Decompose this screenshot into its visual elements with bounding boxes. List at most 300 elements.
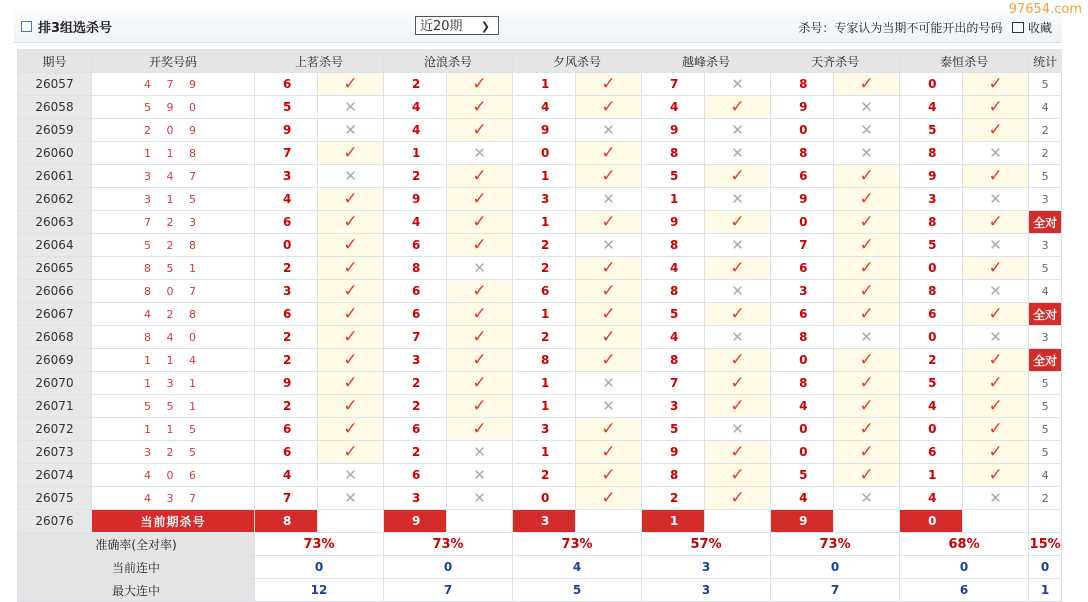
kill-number-cell: 8 — [900, 211, 963, 234]
check-icon — [576, 165, 642, 188]
check-mark: ✓ — [601, 487, 616, 508]
period-cell: 26074 — [18, 464, 92, 487]
summary-value: 7 — [384, 579, 513, 602]
square-icon — [21, 21, 32, 32]
check-icon — [318, 188, 384, 211]
period-cell: 26075 — [18, 487, 92, 510]
kill-number-cell: 1 — [642, 188, 705, 211]
kill-number-cell: 6 — [771, 165, 834, 188]
kill-number-cell: 0 — [771, 211, 834, 234]
note-text: 杀号：专家认为当期不可能开出的号码 — [798, 21, 1003, 35]
summary-value: 68% — [900, 533, 1029, 556]
kill-number-table — [17, 49, 1062, 602]
kill-number-cell: 2 — [900, 349, 963, 372]
table-row — [18, 211, 1062, 234]
check-mark: ✓ — [601, 349, 616, 370]
kill-number-cell: 3 — [771, 280, 834, 303]
kill-number-cell: 6 — [384, 464, 447, 487]
draw-number-cell: 8 0 7 — [92, 280, 255, 303]
check-mark: ✓ — [601, 303, 616, 324]
table-row — [18, 303, 1062, 326]
cross-mark: ✕ — [473, 488, 486, 507]
kill-number-cell: 0 — [771, 119, 834, 142]
check-icon — [576, 326, 642, 349]
summary-value: 0 — [771, 556, 900, 579]
check-mark: ✓ — [472, 280, 487, 301]
kill-number-cell: 0 — [771, 441, 834, 464]
current-kill-number: 8 — [255, 510, 318, 533]
check-icon — [834, 73, 900, 96]
cross-icon — [705, 326, 771, 349]
check-icon — [576, 487, 642, 510]
check-mark: ✓ — [343, 372, 358, 393]
empty-cell — [705, 510, 771, 533]
stat-cell: 5 — [1029, 418, 1062, 441]
cross-icon — [834, 119, 900, 142]
cross-mark: ✕ — [860, 97, 873, 116]
kill-number-cell: 4 — [900, 487, 963, 510]
check-icon — [834, 280, 900, 303]
cross-mark: ✕ — [602, 235, 615, 254]
cross-icon — [963, 188, 1029, 211]
cross-icon — [834, 326, 900, 349]
check-icon — [834, 395, 900, 418]
check-icon — [834, 464, 900, 487]
kill-number-cell: 4 — [900, 96, 963, 119]
cross-icon — [576, 395, 642, 418]
check-mark: ✓ — [601, 211, 616, 232]
check-mark: ✓ — [343, 441, 358, 462]
kill-number-cell: 1 — [513, 303, 576, 326]
kill-number-cell: 2 — [513, 234, 576, 257]
save-icon[interactable] — [1012, 22, 1024, 33]
kill-number-cell: 0 — [771, 349, 834, 372]
current-kill-number: 3 — [513, 510, 576, 533]
check-icon — [576, 464, 642, 487]
check-mark: ✓ — [859, 280, 874, 301]
kill-number-cell: 4 — [642, 96, 705, 119]
kill-number-cell: 5 — [642, 303, 705, 326]
check-mark: ✓ — [859, 418, 874, 439]
check-mark: ✓ — [601, 73, 616, 94]
cross-icon — [318, 464, 384, 487]
check-icon — [963, 395, 1029, 418]
table-header-row — [18, 50, 1062, 73]
cross-icon — [834, 487, 900, 510]
check-icon — [963, 73, 1029, 96]
empty-cell — [447, 510, 513, 533]
cross-mark: ✕ — [860, 120, 873, 139]
check-icon — [447, 303, 513, 326]
check-mark: ✓ — [859, 188, 874, 209]
period-cell: 26070 — [18, 372, 92, 395]
kill-number-cell: 1 — [513, 73, 576, 96]
summary-value: 3 — [642, 556, 771, 579]
period-cell: 26069 — [18, 349, 92, 372]
check-icon — [447, 349, 513, 372]
kill-number-cell: 6 — [255, 211, 318, 234]
kill-number-cell: 0 — [900, 257, 963, 280]
cross-icon — [318, 165, 384, 188]
check-mark: ✓ — [859, 234, 874, 255]
page-title: 排3组选杀号 — [38, 21, 113, 36]
summary-value: 0 — [384, 556, 513, 579]
kill-number-cell: 7 — [771, 234, 834, 257]
kill-number-cell: 9 — [513, 119, 576, 142]
cross-icon — [834, 142, 900, 165]
check-icon — [963, 165, 1029, 188]
check-icon — [705, 441, 771, 464]
draw-number-cell: 1 3 1 — [92, 372, 255, 395]
check-mark: ✓ — [343, 349, 358, 370]
kill-number-cell: 8 — [513, 349, 576, 372]
cross-mark: ✕ — [989, 327, 1002, 346]
check-icon — [576, 303, 642, 326]
stat-cell: 4 — [1029, 96, 1062, 119]
cross-mark: ✕ — [989, 189, 1002, 208]
cross-icon — [447, 487, 513, 510]
check-mark: ✓ — [988, 441, 1003, 462]
kill-number-cell: 3 — [384, 349, 447, 372]
table-row — [18, 165, 1062, 188]
cross-icon — [576, 234, 642, 257]
check-mark: ✓ — [730, 303, 745, 324]
period-cell: 26060 — [18, 142, 92, 165]
kill-number-cell: 9 — [771, 188, 834, 211]
kill-number-cell: 5 — [900, 234, 963, 257]
cross-icon — [318, 119, 384, 142]
check-icon — [318, 234, 384, 257]
check-mark: ✓ — [730, 395, 745, 416]
check-icon — [447, 73, 513, 96]
period-select[interactable] — [415, 16, 499, 35]
check-mark: ✓ — [988, 395, 1003, 416]
stat-cell: 2 — [1029, 119, 1062, 142]
cross-mark: ✕ — [731, 74, 744, 93]
kill-number-cell: 7 — [255, 487, 318, 510]
check-mark: ✓ — [472, 326, 487, 347]
cross-icon — [705, 234, 771, 257]
summary-value: 73% — [384, 533, 513, 556]
table-row — [18, 464, 1062, 487]
check-mark: ✓ — [343, 234, 358, 255]
current-streak-row — [18, 556, 1062, 579]
check-mark: ✓ — [472, 395, 487, 416]
check-mark: ✓ — [343, 303, 358, 324]
stat-cell: 5 — [1029, 441, 1062, 464]
cross-icon — [963, 326, 1029, 349]
period-cell: 26057 — [18, 73, 92, 96]
cross-mark: ✕ — [602, 120, 615, 139]
empty-cell — [1029, 510, 1062, 533]
check-icon — [705, 96, 771, 119]
kill-number-cell: 0 — [900, 326, 963, 349]
check-icon — [447, 280, 513, 303]
table-row — [18, 188, 1062, 211]
kill-number-cell: 5 — [642, 165, 705, 188]
summary-value: 73% — [513, 533, 642, 556]
cross-mark: ✕ — [731, 419, 744, 438]
cross-icon — [447, 464, 513, 487]
period-select-value: 近20期 — [420, 19, 463, 34]
kill-number-cell: 6 — [384, 303, 447, 326]
kill-number-cell: 9 — [384, 188, 447, 211]
cross-icon — [576, 372, 642, 395]
check-mark: ✓ — [472, 211, 487, 232]
kill-number-cell: 9 — [642, 211, 705, 234]
stat-cell: 3 — [1029, 188, 1062, 211]
check-mark: ✓ — [601, 464, 616, 485]
cross-icon — [447, 441, 513, 464]
check-icon — [963, 211, 1029, 234]
check-icon — [318, 395, 384, 418]
check-mark: ✓ — [343, 280, 358, 301]
check-mark: ✓ — [601, 418, 616, 439]
draw-number-cell: 4 0 6 — [92, 464, 255, 487]
check-mark: ✓ — [343, 188, 358, 209]
kill-number-cell: 4 — [642, 326, 705, 349]
summary-value: 7 — [771, 579, 900, 602]
draw-number-cell: 1 1 5 — [92, 418, 255, 441]
kill-number-cell: 7 — [642, 372, 705, 395]
kill-number-cell: 8 — [642, 349, 705, 372]
kill-number-cell: 9 — [900, 165, 963, 188]
kill-number-cell: 2 — [255, 395, 318, 418]
cross-mark: ✕ — [473, 442, 486, 461]
kill-number-cell: 3 — [900, 188, 963, 211]
max-streak-row — [18, 579, 1062, 602]
cross-mark: ✕ — [602, 373, 615, 392]
check-mark: ✓ — [988, 165, 1003, 186]
kill-number-cell: 0 — [900, 73, 963, 96]
kill-number-cell: 4 — [900, 395, 963, 418]
check-mark: ✓ — [601, 142, 616, 163]
check-mark: ✓ — [730, 464, 745, 485]
current-kill-number: 1 — [642, 510, 705, 533]
period-cell: 26064 — [18, 234, 92, 257]
check-mark: ✓ — [472, 96, 487, 117]
period-cell: 26076 — [18, 510, 92, 533]
period-cell: 26063 — [18, 211, 92, 234]
summary-value: 6 — [900, 579, 1029, 602]
check-mark: ✓ — [601, 326, 616, 347]
kill-number-cell: 4 — [255, 464, 318, 487]
check-icon — [447, 165, 513, 188]
check-icon — [576, 418, 642, 441]
cross-icon — [705, 188, 771, 211]
check-icon — [834, 418, 900, 441]
kill-number-cell: 9 — [642, 119, 705, 142]
draw-number-cell: 8 4 0 — [92, 326, 255, 349]
check-icon — [963, 441, 1029, 464]
cross-icon — [705, 418, 771, 441]
kill-number-cell: 6 — [513, 280, 576, 303]
check-icon — [705, 211, 771, 234]
check-icon — [834, 234, 900, 257]
check-mark: ✓ — [343, 418, 358, 439]
stat-cell: 5 — [1029, 257, 1062, 280]
check-icon — [447, 372, 513, 395]
empty-cell — [834, 510, 900, 533]
kill-number-cell: 1 — [384, 142, 447, 165]
empty-cell — [576, 510, 642, 533]
kill-number-cell: 7 — [255, 142, 318, 165]
summary-value: 3 — [642, 579, 771, 602]
draw-number-cell: 5 2 8 — [92, 234, 255, 257]
check-icon — [318, 280, 384, 303]
header-expert: 沧浪杀号 — [384, 50, 513, 73]
check-mark: ✓ — [988, 211, 1003, 232]
kill-number-cell: 8 — [771, 73, 834, 96]
check-mark: ✓ — [859, 372, 874, 393]
check-mark: ✓ — [730, 349, 745, 370]
kill-number-cell: 2 — [513, 257, 576, 280]
check-icon — [447, 211, 513, 234]
kill-number-cell: 3 — [384, 487, 447, 510]
check-icon — [318, 73, 384, 96]
summary-value: 4 — [513, 556, 642, 579]
table-row — [18, 119, 1062, 142]
check-icon — [705, 349, 771, 372]
kill-number-cell: 0 — [513, 487, 576, 510]
check-mark: ✓ — [730, 165, 745, 186]
check-icon — [576, 441, 642, 464]
summary-value: 5 — [513, 579, 642, 602]
kill-number-cell: 9 — [255, 372, 318, 395]
kill-number-cell: 8 — [642, 464, 705, 487]
check-mark: ✓ — [601, 257, 616, 278]
check-icon — [705, 487, 771, 510]
stat-cell: 全对 — [1029, 349, 1062, 372]
check-icon — [834, 188, 900, 211]
check-icon — [447, 119, 513, 142]
table-row — [18, 280, 1062, 303]
kill-number-cell: 2 — [384, 395, 447, 418]
kill-number-cell: 6 — [255, 418, 318, 441]
period-cell: 26071 — [18, 395, 92, 418]
check-icon — [834, 211, 900, 234]
table-row — [18, 487, 1062, 510]
check-icon — [576, 349, 642, 372]
summary-total: 15% — [1029, 533, 1062, 556]
stat-cell: 3 — [1029, 234, 1062, 257]
kill-number-cell: 2 — [384, 372, 447, 395]
check-icon — [705, 303, 771, 326]
kill-number-cell: 6 — [900, 441, 963, 464]
kill-number-cell: 6 — [771, 257, 834, 280]
stat-cell: 5 — [1029, 165, 1062, 188]
period-cell: 26066 — [18, 280, 92, 303]
kill-number-cell: 8 — [642, 142, 705, 165]
draw-number-cell: 4 7 9 — [92, 73, 255, 96]
cross-icon — [963, 234, 1029, 257]
current-period-row — [18, 510, 1062, 533]
cross-mark: ✕ — [860, 488, 873, 507]
check-mark: ✓ — [859, 257, 874, 278]
stat-cell: 5 — [1029, 73, 1062, 96]
kill-number-cell: 9 — [771, 96, 834, 119]
stat-cell: 3 — [1029, 326, 1062, 349]
check-icon — [318, 257, 384, 280]
check-icon — [705, 464, 771, 487]
check-icon — [318, 142, 384, 165]
check-icon — [576, 142, 642, 165]
kill-number-cell: 8 — [771, 326, 834, 349]
cross-mark: ✕ — [989, 488, 1002, 507]
empty-cell — [318, 510, 384, 533]
check-mark: ✓ — [988, 73, 1003, 94]
current-kill-label: 当前期杀号 — [92, 510, 255, 533]
period-cell: 26059 — [18, 119, 92, 142]
kill-number-cell: 6 — [384, 280, 447, 303]
kill-number-cell: 4 — [384, 211, 447, 234]
check-mark: ✓ — [988, 372, 1003, 393]
check-icon — [318, 303, 384, 326]
kill-number-cell: 1 — [513, 441, 576, 464]
check-mark: ✓ — [988, 119, 1003, 140]
cross-mark: ✕ — [731, 120, 744, 139]
draw-number-cell: 3 4 7 — [92, 165, 255, 188]
check-icon — [705, 395, 771, 418]
check-mark: ✓ — [859, 211, 874, 232]
kill-number-cell: 2 — [513, 464, 576, 487]
check-icon — [834, 165, 900, 188]
check-mark: ✓ — [859, 395, 874, 416]
check-mark: ✓ — [988, 349, 1003, 370]
cross-mark: ✕ — [731, 327, 744, 346]
title-bar — [14, 10, 1062, 43]
favorite-link[interactable]: 收藏 — [1027, 21, 1052, 35]
draw-number-cell: 1 1 4 — [92, 349, 255, 372]
stat-cell: 5 — [1029, 395, 1062, 418]
header-draw: 开奖号码 — [92, 50, 255, 73]
kill-number-cell: 4 — [384, 119, 447, 142]
check-mark: ✓ — [343, 395, 358, 416]
draw-number-cell: 5 5 1 — [92, 395, 255, 418]
draw-number-cell: 5 9 0 — [92, 96, 255, 119]
draw-number-cell: 8 5 1 — [92, 257, 255, 280]
kill-number-cell: 0 — [771, 418, 834, 441]
table-row — [18, 349, 1062, 372]
cross-icon — [963, 280, 1029, 303]
kill-number-cell: 2 — [255, 349, 318, 372]
check-mark: ✓ — [601, 441, 616, 462]
check-mark: ✓ — [859, 303, 874, 324]
table-row — [18, 142, 1062, 165]
cross-icon — [705, 119, 771, 142]
check-icon — [834, 257, 900, 280]
accuracy-row — [18, 533, 1062, 556]
check-mark: ✓ — [343, 142, 358, 163]
cross-icon — [963, 487, 1029, 510]
check-icon — [963, 96, 1029, 119]
cross-mark: ✕ — [860, 327, 873, 346]
table-row — [18, 441, 1062, 464]
table-row — [18, 395, 1062, 418]
check-mark: ✓ — [472, 234, 487, 255]
summary-label: 准确率(全对率) — [18, 533, 255, 556]
check-mark: ✓ — [859, 464, 874, 485]
check-mark: ✓ — [859, 441, 874, 462]
summary-value: 0 — [255, 556, 384, 579]
cross-mark: ✕ — [731, 189, 744, 208]
check-icon — [576, 73, 642, 96]
cross-icon — [318, 96, 384, 119]
cross-icon — [963, 142, 1029, 165]
stat-cell: 4 — [1029, 280, 1062, 303]
cross-icon — [576, 119, 642, 142]
kill-number-cell: 0 — [513, 142, 576, 165]
